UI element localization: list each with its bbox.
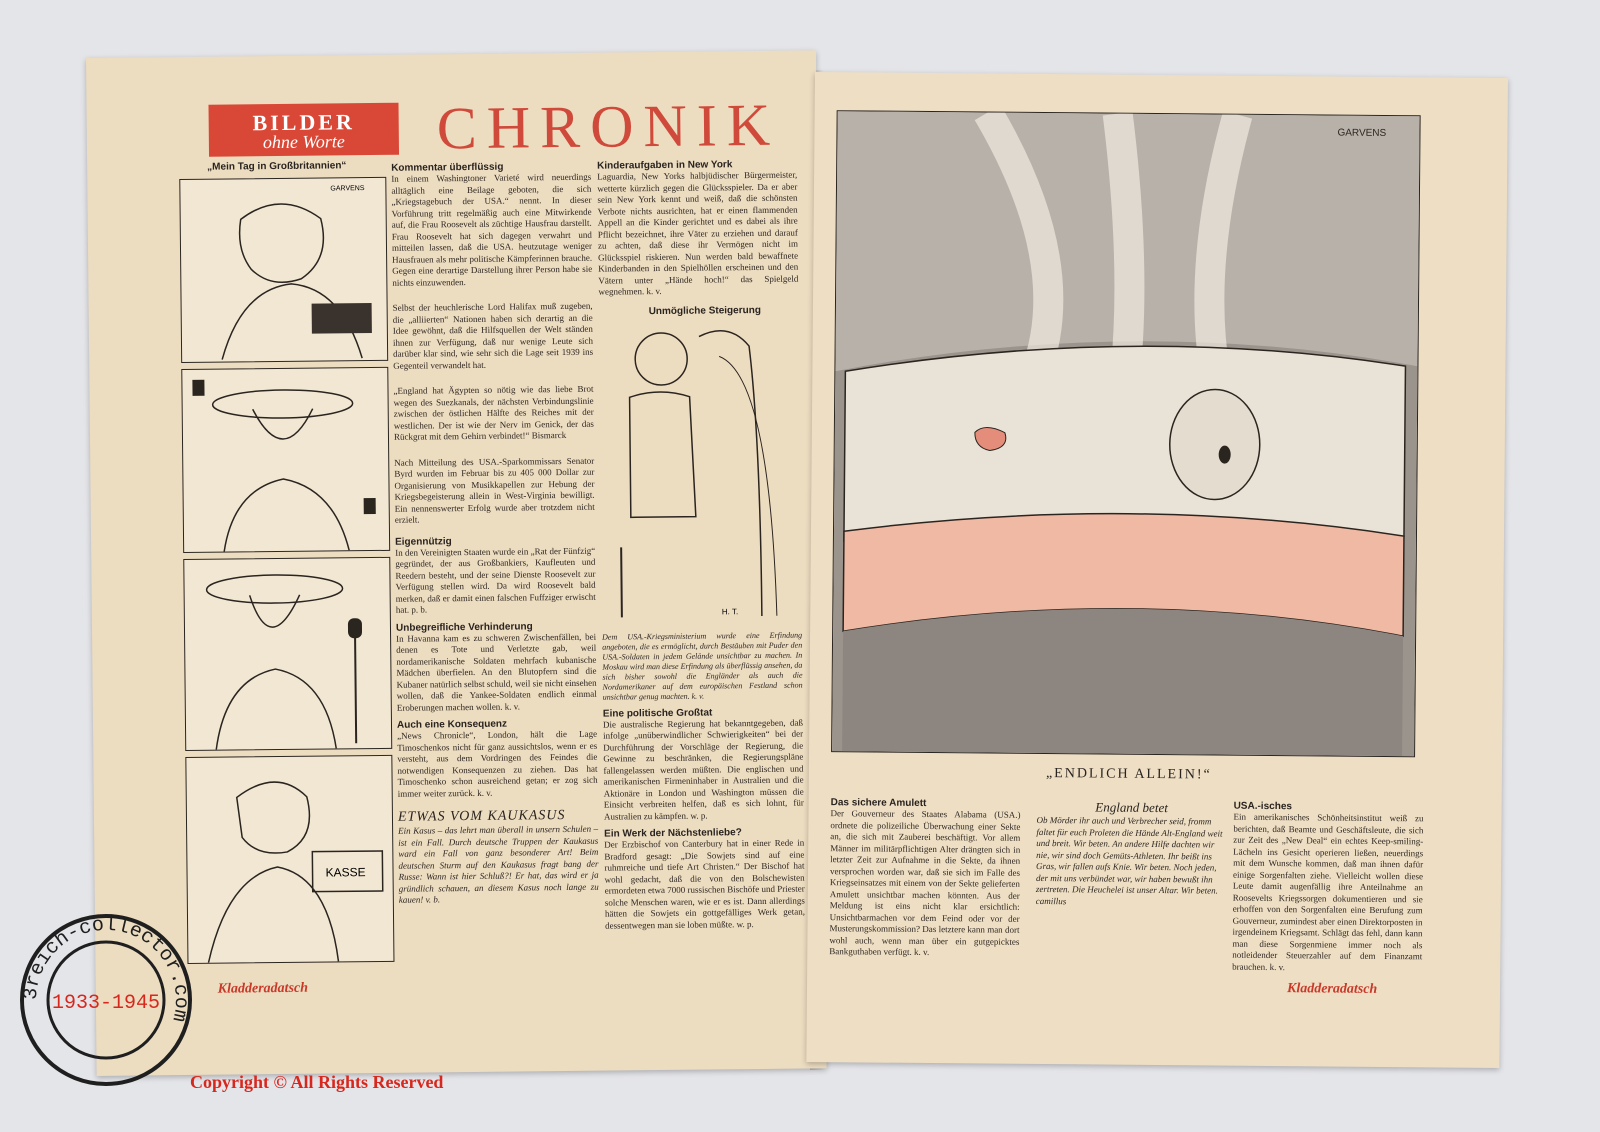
stamp-ring-text: 3reich-collector.com [19, 913, 193, 1024]
column-3 [597, 159, 805, 932]
article-heading: Eigennützig [395, 535, 452, 548]
strip-frame-4 [185, 755, 394, 964]
collector-stamp [18, 912, 194, 1088]
article-text: Laguardia, New Yorks halbjüdischer Bürgermeister, wetterte kürzlich gegen die Glücksspieler. Da er aber sein New York kennt und weiß, daß die schönsten Verbote nichts ausrichten, hat er einen flammenden Appell an die Kinder gerichtet und es dabei als ihre Pflicht bezeichnet, ihre Väter zu erziehen und darauf zu achten, daß diese ihr Vermögen nicht im Glücksspiel riskieren. Nun werden bald bewaffnete Kinderbanden in den Spielhöllen erscheinen und den Vätern unter „Hände hoch!“ das Spielgeld wegnehmen. k. v. [597, 169, 799, 297]
kladderadatsch-logo: Kladderadatsch [217, 980, 309, 997]
article-text: In Havanna kam es zu schweren Zwischenfällen, bei denen es Tote und Verletzte gab, weil nordamerikanische Soldaten mehrfach kubanische Mädchen überfielen. An den Blutopfern sind die Kubaner natürlich selbst schuld, weil sie nicht einsehen wollen, daß die Yankee-Soldaten endlich einmal Eroberungen machen wollen. k. v. [396, 631, 597, 713]
strip-frame-2 [181, 367, 390, 553]
article-text: Nach Mitteilung des USA.-Sparkommissars Senator Byrd wurden im Februar bis zu 405 000 Dollar zur Organisierung von Musikkapellen zur Hebung der Kriegsbegeisterung allein in West-Virginia bewilligt. Ein nennenswerter Erfolg wurde aber trotzdem nicht erzielt. [394, 455, 595, 525]
article-heading: Unbegreifliche Verhinderung [395, 620, 533, 634]
right-page [806, 72, 1508, 1068]
article-text: „England hat Ägypten so nötig wie das liebe Brot wegen des Suezkanals, der nächsten Verbindungslinie zwischen der östlichen Hälfte des Reiches mit der westlichen. Der ist wie der Nerv im Genick, der das Rückgrat mit dem Gehirn verbindet!“ Bismarck [393, 383, 594, 442]
artist-signature: GARVENS [1337, 127, 1387, 139]
singing-woman-drawing [184, 558, 391, 750]
article-text: Die australische Regierung hat bekanntgegeben, daß infolge „unüberwindlicher Schwierigkeiten“ bei der Durchführung der Vorschläge der Regierung, die Gewinne zu beschränken, die Regierungspläne fallengelassen werden müßten. Die englischen und amerikanischen Firmeninhaber in Australien und die Aktionäre in London und Washington müssen die Einsicht verbreiten helfen, daß es sich lohnt, für Australien zu kämpfen. w. p. [602, 717, 804, 822]
typing-woman-drawing [180, 178, 387, 362]
cartoon-signature: H. T. [721, 606, 739, 616]
steigerung-text: Dem USA.-Kriegsministerium wurde eine Erfindung angeboten, die es ermöglicht, durch Bestäuben mit Puder den USA.-Soldaten in jedem Gelände unsichtbar zu machen. In Moskau wird man diese Erfindung als überflüssig ansehen, da sich bisher sowohl die Engländer als auch die Nordamerikaner auf dem europäischen Festland schon unsichtbar genug machten. k. v. [602, 630, 803, 702]
article-text: In den Vereinigten Staaten wurde ein „Rat der Fünfzig“ gegründet, der aus Großbankiers, Kaufleuten und Reedern besteht, und der seine Dienste Roosevelt zur Verfügung stellen wird. Da wird Roosevelt bald merken, daß er damit einen falschen Fuffziger erwischt hat. p. b. [395, 545, 596, 615]
article-text: Der Erzbischof von Canterbury hat in einer Rede in Bradford gesagt: „Die Sowjets sind auf eine ruhmreiche und tiefe Art Christen.“ Der Bischof hat wohl gedacht, daß die von den Bolschewisten ermordeten etwa 7000 russischen Bischöfe und Priester solche Menschen waren, wie er es ist. Dann allerdings hätten die Sowjets ein gottgefälliges Werk getan, dessentwegen man sie loben müßte. w. p. [604, 837, 806, 931]
sleeping-man-cartoon [832, 111, 1420, 756]
artist-signature: GARVENS [330, 185, 365, 193]
article-heading: Kinderaufgaben in New York [597, 159, 733, 172]
cartoon-title: „ENDLICH ALLEIN!“ [1045, 766, 1212, 783]
article-heading: USA.-isches [1233, 800, 1293, 813]
strip-frame-1 [179, 177, 388, 363]
left-page [86, 50, 827, 1076]
poem-heading: England betet [1095, 799, 1168, 816]
article-text: „News Chronicle“, London, hält die Lage Timoschenkos nicht für ganz aussichtslos, wenn er es versteht, aus dem Vordringen des Feindes die notwendigen Konsequenzen zu ziehen. Das hat Timoschenko schon ausreichend getan; er zog sich immer weiter zurück. k. v. [397, 728, 598, 799]
strip-caption: „Mein Tag in Großbritannien“ [207, 160, 347, 173]
copyright-notice: Copyright © All Rights Reserved [190, 1072, 444, 1092]
poem-text: Ob Mörder ihr auch und Verbrecher seid, fromm faltet für euch Proleten die Hände Alt-England weit und breit. Wir beten. An andere Hilfe dachten wir nie, wir sind doch Gemüts-Athleten. Ihr beißt ins Gras, wir fallen aufs Knie. Wir beten. Noch jeden, der mit uns verbündet war, wir haben bewußt ihn zertreten. Die Heuchelei ist unser Altar. Wir beten. camillus [1035, 814, 1223, 906]
kaukasus-poem: Ein Kasus – das lehrt man überall in unsern Schulen – ist ein Fall. Durch deutsche Truppen der Kaukasus ward ein Fall von ganz besonderer Art! Beim deutschen Sturm auf den Kaukasus fragt bang der Russe: Wann ist hier Schluß?! Er hat, das wird er ja gründlich schauen, an diesem Kasus noch lange zu kauen! v. b. [398, 823, 599, 905]
right-column-2 [1036, 799, 1227, 909]
kladderadatsch-logo: Kladderadatsch [1286, 981, 1378, 997]
article-heading: Eine politische Großtat [602, 706, 713, 720]
bed-cartoon-frame [831, 110, 1421, 757]
column-2 [391, 161, 599, 907]
right-column-3 [1232, 801, 1423, 975]
article-text: Selbst der heuchlerische Lord Halifax muß zugeben, die „alliierten“ Nationen haben sich derartig an die Idee gewöhnt, daß die Hilfsquellen der Welt ständen ihnen zur Verfügung, daß nur wenige Leute sich darüber klar sind, wie sehr sich die Lage seit 1939 ins Gegenteil verwandelt hat. [392, 300, 594, 371]
article-heading: Auch eine Konsequenz [396, 718, 508, 731]
article-text: Ein amerikanisches Schönheitsinstitut weiß zu berichten, daß Beamte und Geschäftsleute, die sich zur Zeit des „New Deal“ ein echtes Keep-smiling-Lächeln ins Gesicht operieren ließen, neuerdings mit dem Wunsche kommen, daß man ihnen dafür einige Sorgenfalten ziehe. Vielleicht wollen diese Leute damit augenfällig ihre Anteilnahme an Roosevelts Kriegssorgen dokumentieren und sie erhoffen von den Sorgenfalten eine Berufung zum Gouverneur, zumindest aber einen Direktorposten in irgendeinem Kriegsamt. Schlägt das fehl, dann kann man diese Sorgenmiene immer noch als notleidender Steuerzahler auf dem Finanzamt brauchen. k. v. [1232, 811, 1424, 972]
steigerung-heading: Unmögliche Steigerung [648, 304, 761, 317]
kasse-label: KASSE [325, 865, 366, 880]
article-text: In einem Washingtoner Varieté wird neuerdings alltäglich eine Beilage geboten, die sich „Kriegstagebuch der USA.“ nennt. In dieser Vorführung tritt regelmäßig auch eine Mitwirkende auf, die Frau Roosevelt als züchtige Hausfrau darstellt. Frau Roosevelt hat sich dagegen verwahrt und mitteilen lassen, daß die USA. heutzutage weniger Hausfrauen als mehr politische Kämpferinnen brauche. Gegen eine derartige Darstellung ihrer Person habe sie nichts einzuwenden. [391, 171, 593, 288]
banner-bottom-text: ohne Worte [262, 131, 345, 153]
kaukasus-heading: ETWAS VOM KAUKASUS [397, 808, 566, 825]
strip-frame-3 [183, 557, 392, 751]
laughing-woman-drawing [182, 368, 389, 552]
chronik-headline: CHRONIK [436, 91, 781, 162]
right-column-1 [829, 797, 1020, 959]
soldier-powder-cartoon [599, 315, 802, 627]
article-text: Der Gouverneur des Staates Alabama (USA.) ordnete die polizeiliche Überwachung einer Sekte an, die sich mit Zauberei beschäftigt. Vor allem Männer im militärpflichtigen Alter drängten sich in letzter Zeit zur Aufnahme in die Sekte, da ihnen versprochen worden war, daß sie sich im Falle des Kriegseinsatzes mit einem von der Sekte gelieferten Amulett unsichtbar machen könnten. Aus der Meldung ist eins nicht klar ersichtlich: Unsichtbarmachen vor dem Feind oder vor der Musterungskommission? Das letztere kann man dort wohl auch, wenn man über ein gutgepicktes Bankguthaben verfügt. k. v. [829, 808, 1021, 958]
bilder-banner [208, 103, 399, 157]
banner-top-text: BILDER [252, 109, 355, 136]
article-heading: Kommentar überflüssig [391, 161, 504, 174]
article-heading: Ein Werk der Nächstenliebe? [604, 827, 742, 840]
article-heading: Das sichere Amulett [830, 797, 927, 809]
counting-woman-drawing [186, 756, 393, 963]
stamp-years: 1933-1945 [51, 992, 161, 1015]
